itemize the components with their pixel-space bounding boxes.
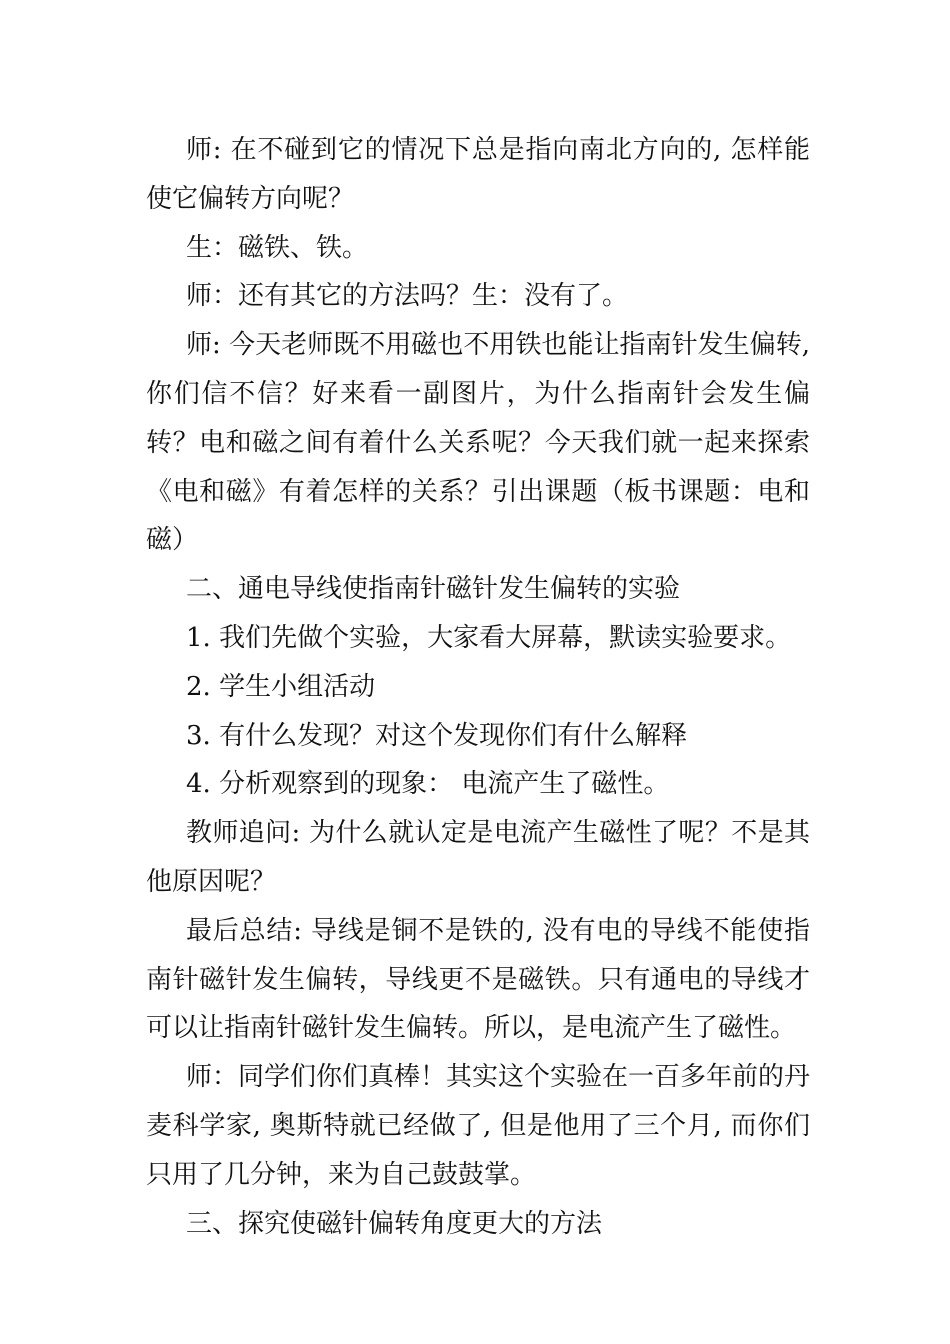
section-heading-2: 二、通电导线使指南针磁针发生偏转的实验 bbox=[186, 574, 681, 605]
paragraph-summary: 最后总结: 导线是铜不是铁的, 没有电的导线不能使指南针磁针发生偏转，导线更不是磁铁。只有通电的导线才可以让指南针磁针发生偏转。所以，是电流产生了磁性。 bbox=[146, 915, 810, 1044]
paragraph-teacher-praise: 师：同学们你们真棒！其实这个实验在一百多年前的丹麦科学家, 奥斯特就已经做了, 但是他用了三个月, 而你们只用了几分钟，来为自己鼓鼓掌。 bbox=[146, 1062, 811, 1190]
paragraph-teacher-question: 师: 在不碰到它的情况下总是指向南北方向的, 怎样能使它偏转方向呢？ bbox=[146, 135, 810, 214]
document-body bbox=[146, 126, 810, 1248]
paragraph-teacher-student-exchange: 师：还有其它的方法吗？生：没有了。 bbox=[186, 281, 629, 312]
paragraph-student-answer-1: 生：磁铁、铁。 bbox=[186, 232, 369, 263]
list-item-1: 1. 我们先做个实验，大家看大屏幕，默读实验要求。 bbox=[186, 622, 792, 653]
paragraph-teacher-followup: 教师追问: 为什么就认定是电流产生磁性了呢？不是其他原因呢？ bbox=[146, 818, 810, 897]
section-heading-3: 三、探究使磁针偏转角度更大的方法 bbox=[186, 1208, 603, 1239]
paragraph-teacher-introduction: 师: 今天老师既不用磁也不用铁也能让指南针发生偏转, 你们信不信？好来看一副图片，为什么指南针会发生偏转？电和磁之间有着什么关系呢？今天我们就一起来探索《电和磁》有着怎样的关系？引出课题（板书课题：电和磁） bbox=[146, 330, 810, 556]
list-item-4: 4. 分析观察到的现象： 电流产生了磁性。 bbox=[186, 769, 670, 800]
list-item-2: 2. 学生小组活动 bbox=[186, 671, 376, 702]
list-item-3: 3. 有什么发现？对这个发现你们有什么解释 bbox=[186, 720, 688, 751]
